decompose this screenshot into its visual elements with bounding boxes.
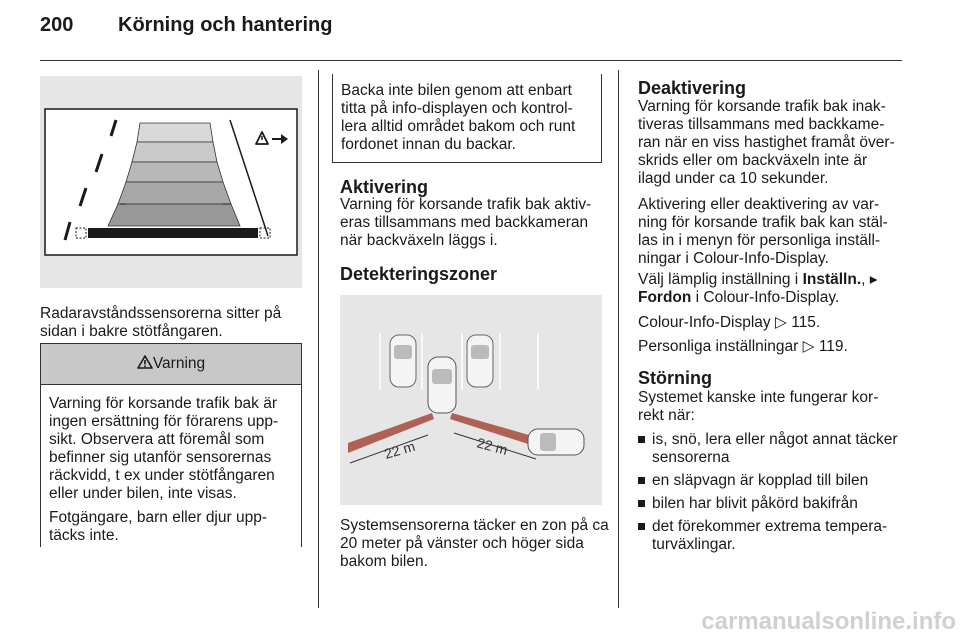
ref-colour-info-page: 115. xyxy=(791,314,821,331)
page-ref-icon: ▷ xyxy=(774,314,787,331)
zone-label-right: 22 m xyxy=(475,434,510,458)
caution-note-box: Backa inte bilen genom att enbart titta på info-displayen och kontrol-lera alltid området bakom och runt fordonet innan du backar. xyxy=(332,74,602,163)
zones-heading: Detekteringszoner xyxy=(340,264,498,284)
ref-personal-settings-text: Personliga inställningar xyxy=(638,338,799,355)
reversing-car-window xyxy=(432,369,452,384)
detection-zones-graphic xyxy=(340,295,602,505)
list-item: en släpvagn är kopplad till bilen xyxy=(638,472,903,490)
warning-icon xyxy=(137,355,153,369)
select-prefix: Välj lämplig inställning i xyxy=(638,271,803,288)
deactivation-paragraph-2: Aktivering eller deaktivering av var-ning för korsande trafik bak kan stäl-las in i menyn för personliga inställ-ningar i Colour-Info-Display. xyxy=(638,196,888,267)
fault-heading: Störning xyxy=(638,368,712,388)
warning-title: Varning xyxy=(152,355,206,372)
column-divider-left xyxy=(318,70,319,608)
page-header xyxy=(40,14,332,37)
list-item: det förekommer extrema tempera-turväxlingar. xyxy=(638,518,903,554)
page-ref-icon: ▷ xyxy=(802,338,815,355)
reference-personal-settings xyxy=(638,338,903,356)
warning-box xyxy=(40,343,302,547)
detection-zones-illustration xyxy=(340,295,602,505)
guide-zone-3 xyxy=(126,162,223,182)
rear-camera-display-graphic xyxy=(40,76,302,288)
zone-label-left: 22 m xyxy=(382,437,417,462)
page-number: 200 xyxy=(40,14,74,36)
approaching-car-window xyxy=(540,433,556,451)
warning-body xyxy=(41,385,301,545)
warning-paragraph-2: Fotgängare, barn eller djur upp-täcks inte. xyxy=(49,509,267,544)
guide-zone-1 xyxy=(137,123,213,142)
rear-camera-display-illustration xyxy=(40,76,302,288)
reversing-car xyxy=(428,357,456,413)
menu-vehicle-label: Fordon xyxy=(638,289,692,306)
warning-paragraph-1: Varning för korsande trafik bak är ingen ersättning för förarens upp-sikt. Observera att föremål som befinner sig utanför sensorernas räckvidd, t ex under stötfångaren eller under bilen, inte visas. xyxy=(49,395,279,502)
bumper-bar xyxy=(88,228,258,238)
parked-car-2 xyxy=(467,335,493,387)
list-item: bilen har blivit påkörd bakifrån xyxy=(638,495,903,513)
warning-header xyxy=(41,343,301,385)
ref-colour-info-text: Colour-Info-Display xyxy=(638,314,771,331)
header-rule xyxy=(40,60,902,61)
fault-conditions-list xyxy=(638,431,903,559)
parked-car-2-window xyxy=(471,345,489,359)
menu-arrow-icon: ▸ xyxy=(869,271,878,288)
sensor-caption: Radaravståndssensorerna sitter på sidan i bakre stötfångaren. xyxy=(40,305,282,340)
zones-caption: Systemsensorerna täcker en zon på ca 20 meter på vänster och höger sida bakom bilen. xyxy=(340,517,609,570)
deactivation-paragraph-1: Varning för korsande trafik bak inak-tiveras tillsammans med backkame-ran när en viss hastighet framåt över-skrids eller om backväxeln inte är ilagd under ca 10 sekunder. xyxy=(638,98,895,187)
parked-car-1-window xyxy=(394,345,412,359)
page-title: Körning och hantering xyxy=(118,14,333,36)
watermark: carmanualsonline.info xyxy=(701,608,956,635)
activation-text: Varning för korsande trafik bak aktiv-eras tillsammans med backkameran när backväxeln läggs i. xyxy=(340,196,592,249)
activation-heading: Aktivering xyxy=(340,177,429,197)
guide-zone-4 xyxy=(118,182,231,204)
select-separator: , xyxy=(861,271,870,288)
menu-setting-label: Inställn. xyxy=(802,271,862,288)
column-divider-right xyxy=(618,70,619,608)
fault-intro: Systemet kanske inte fungerar kor-rekt när: xyxy=(638,389,879,424)
deactivation-heading: Deaktivering xyxy=(638,78,747,98)
guide-zone-5 xyxy=(108,204,240,226)
guide-zone-2 xyxy=(132,142,217,162)
reference-colour-info xyxy=(638,314,903,332)
parked-car-1 xyxy=(390,335,416,387)
select-suffix: i Colour-Info-Display. xyxy=(691,289,840,306)
list-item: is, snö, lera eller något annat täcker sensorerna xyxy=(638,431,903,467)
ref-personal-settings-page: 119. xyxy=(818,338,848,355)
select-setting-paragraph xyxy=(638,271,903,307)
